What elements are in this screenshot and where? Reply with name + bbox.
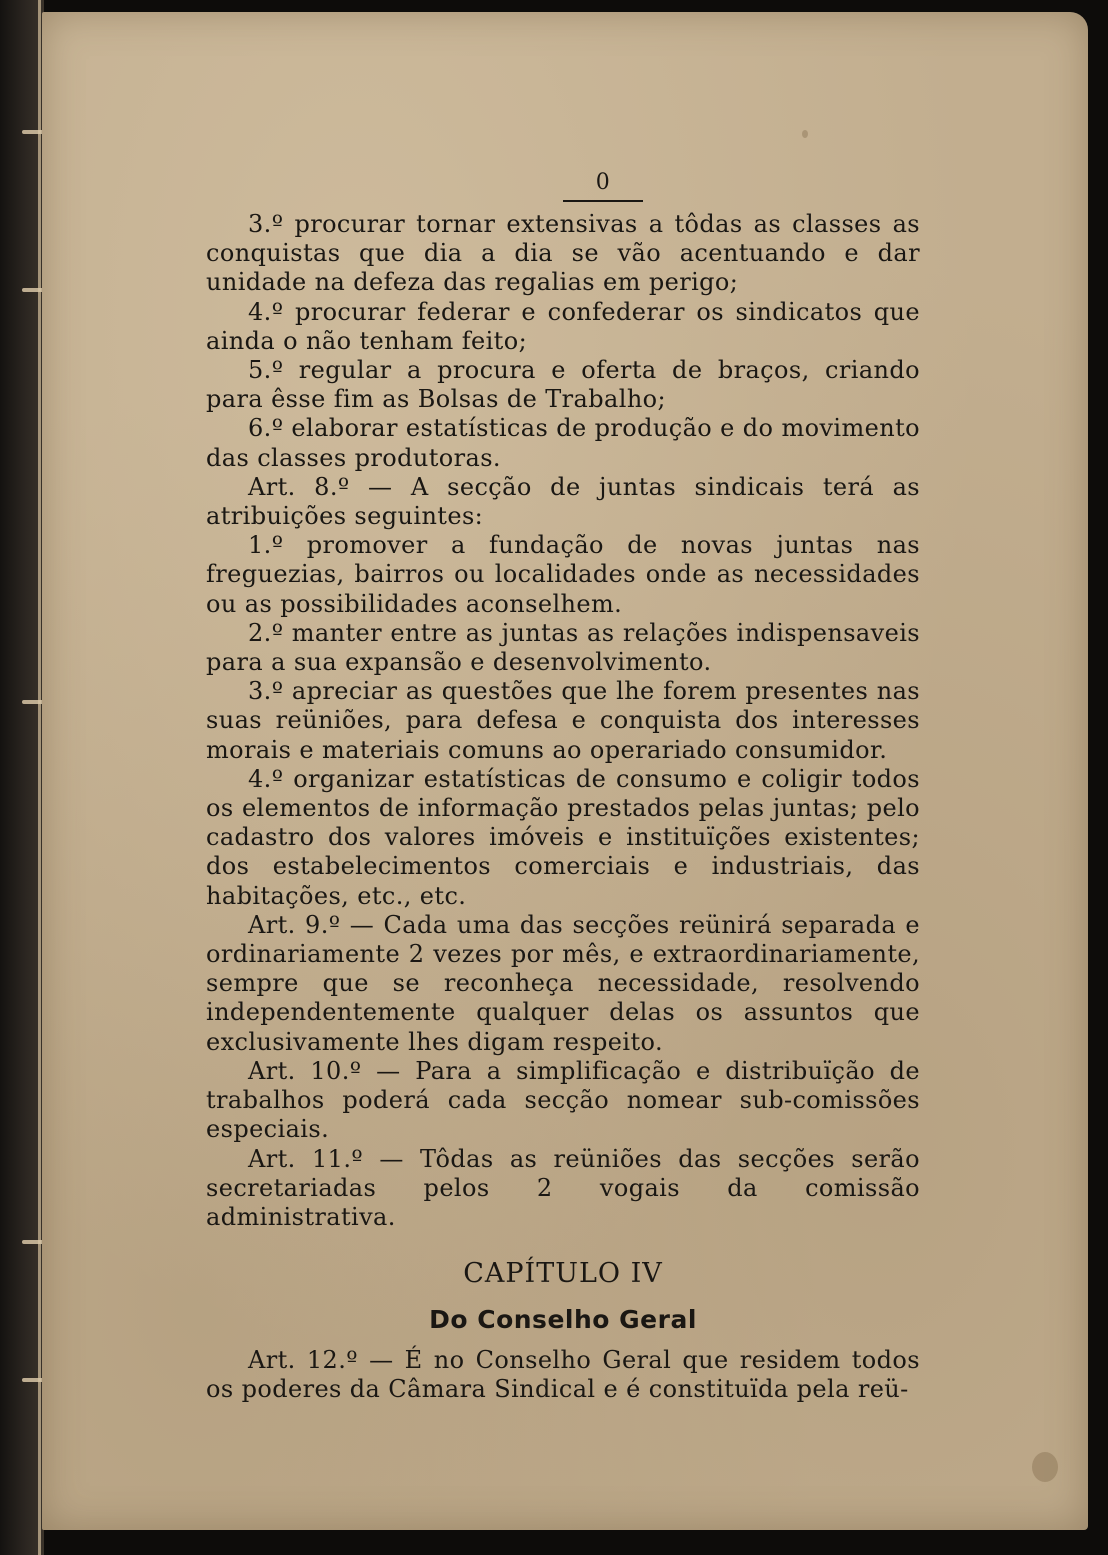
paragraph-article-10: Art. 10.º — Para a simplificação e distribuïção de trabalhos poderá cada secção nomear sub-comissões especiais.	[206, 1056, 920, 1144]
paragraph: 3.º procurar tornar extensivas a tôdas as classes as conquistas que dia a dia se vão acentuando e dar unidade na defeza das regalias em perigo;	[206, 210, 920, 297]
paragraph: 4.º organizar estatísticas de consumo e coligir todos os elementos de informação prestados pelas juntas; pelo cadastro dos valores imóveis e instituïções existentes; dos estabelecimentos comerciais e industriais, das habitações, etc., etc.	[206, 764, 920, 910]
paragraph: 4.º procurar federar e confederar os sindicatos que ainda o não tenham feito;	[206, 297, 920, 355]
document-body	[206, 168, 920, 1405]
paragraph: 6.º elaborar estatísticas de produção e do movimento das classes produtoras.	[206, 414, 920, 472]
paragraph-article-11: Art. 11.º — Tôdas as reüniões das secções serão secretariadas pelos 2 vogais da comissão administrativa.	[206, 1144, 920, 1231]
paragraph-article-8: Art. 8.º — A secção de juntas sindicais terá as atribuições seguintes:	[206, 472, 920, 531]
paragraph: 5.º regular a procura e oferta de braços, criando para êsse fim as Bolsas de Trabalho;	[206, 356, 920, 414]
page-number-rule	[563, 200, 643, 202]
paragraph-article-9: Art. 9.º — Cada uma das secções reünirá separada e ordinariamente 2 vezes por mês, e extraordinariamente, sempre que se reconheça necessidade, resolvendo independentemente qualquer delas os assuntos que exclusivamente lhes digam respeito.	[206, 910, 920, 1056]
paper-stain	[1032, 1452, 1058, 1482]
paragraph: 3.º apreciar as questões que lhe forem presentes nas suas reüniões, para defesa e conquista dos interesses morais e materiais comuns ao operariado consumidor.	[206, 677, 920, 764]
paper-stain	[802, 130, 808, 138]
paragraph-article-12: Art. 12.º — É no Conselho Geral que residem todos os poderes da Câmara Sindical e é constituïda pela reü-	[206, 1346, 920, 1404]
paragraph: 1.º promover a fundação de novas juntas nas freguezias, bairros ou localidades onde as necessidades ou as possibilidades aconselhem.	[206, 531, 920, 618]
paragraph: 2.º manter entre as juntas as relações indispensaveis para a sua expansão e desenvolvimento.	[206, 618, 920, 677]
binding-edge	[38, 0, 41, 1555]
page-number: 0	[595, 170, 611, 195]
chapter-title: CAPÍTULO IV	[463, 1258, 663, 1290]
chapter-subtitle: Do Conselho Geral	[429, 1305, 697, 1335]
